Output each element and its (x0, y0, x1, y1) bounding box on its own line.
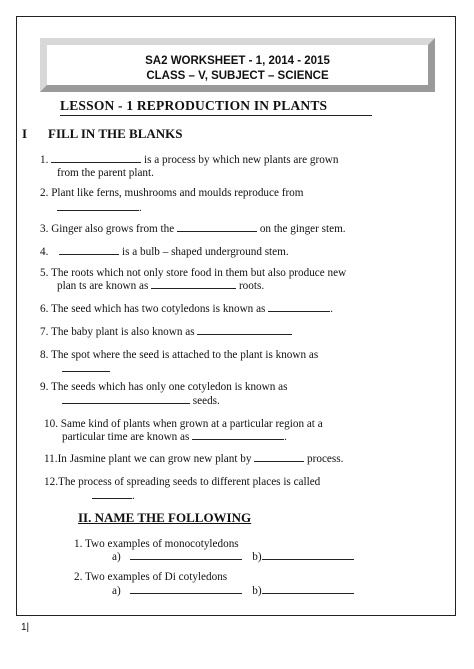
question-2-cont: . (57, 201, 142, 215)
question-7: 7. The baby plant is also known as (40, 325, 292, 339)
class-subject-title: CLASS – V, SUBJECT – SCIENCE (146, 70, 329, 82)
answer-blank[interactable] (192, 430, 284, 440)
section-2-heading: II. NAME THE FOLLOWING (78, 510, 252, 525)
question-6: 6. The seed which has two cotyledons is known as . (40, 303, 333, 315)
question-12: 12.The process of spreading seeds to different places is called (44, 476, 321, 488)
question-5: 5. The roots which not only store food in them but also produce new (40, 267, 347, 279)
answer-blank[interactable] (130, 584, 242, 594)
question-3: 3. Ginger also grows from the on the ginger stem. (40, 223, 346, 235)
name-item-2-answers: a) b) (112, 584, 354, 598)
page-number: 1| (21, 622, 30, 633)
name-item-1: 1. Two examples of monocotyledons (74, 538, 239, 550)
question-5-cont: plan ts are known as roots. (57, 280, 265, 292)
title-box (40, 38, 435, 92)
question-8: 8. The spot where the seed is attached to the plant is known as (40, 349, 319, 361)
section-1-heading: I FILL IN THE BLANKS (22, 126, 183, 141)
name-item-2: 2. Two examples of Di cotyledons (74, 571, 228, 583)
answer-blank[interactable] (197, 325, 292, 335)
answer-blank[interactable] (262, 550, 354, 560)
question-1: 1. is a process by which new plants are grown (40, 154, 339, 166)
answer-blank[interactable] (59, 245, 119, 255)
answer-blank[interactable] (62, 362, 110, 372)
answer-blank[interactable] (151, 279, 236, 289)
answer-blank[interactable] (268, 302, 330, 312)
question-2: 2. Plant like ferns, mushrooms and moulds reproduce from (40, 187, 304, 199)
question-8-cont (62, 362, 110, 376)
lesson-underline (60, 115, 372, 116)
question-12-cont: . (92, 489, 135, 503)
question-4: 4. is a bulb – shaped underground stem. (40, 246, 289, 258)
answer-blank[interactable] (57, 201, 139, 211)
worksheet-title: SA2 WORKSHEET - 1, 2014 - 2015 (145, 55, 330, 67)
answer-blank[interactable] (254, 452, 304, 462)
answer-blank[interactable] (262, 584, 354, 594)
answer-blank[interactable] (51, 153, 141, 163)
answer-blank[interactable] (177, 222, 257, 232)
lesson-heading: LESSON - 1 REPRODUCTION IN PLANTS (60, 98, 328, 113)
answer-blank[interactable] (130, 550, 242, 560)
answer-blank[interactable] (92, 489, 132, 499)
question-1-cont: from the parent plant. (57, 167, 154, 179)
question-10-cont: particular time are known as . (62, 431, 287, 443)
question-9: 9. The seeds which has only one cotyledon is known as (40, 381, 288, 393)
name-item-1-answers: a) b) (112, 550, 354, 564)
question-11: 11.In Jasmine plant we can grow new plant by process. (44, 453, 344, 465)
question-10: 10. Same kind of plants when grown at a particular region at a (44, 418, 323, 430)
answer-blank[interactable] (62, 394, 190, 404)
question-9-cont: seeds. (62, 394, 220, 408)
